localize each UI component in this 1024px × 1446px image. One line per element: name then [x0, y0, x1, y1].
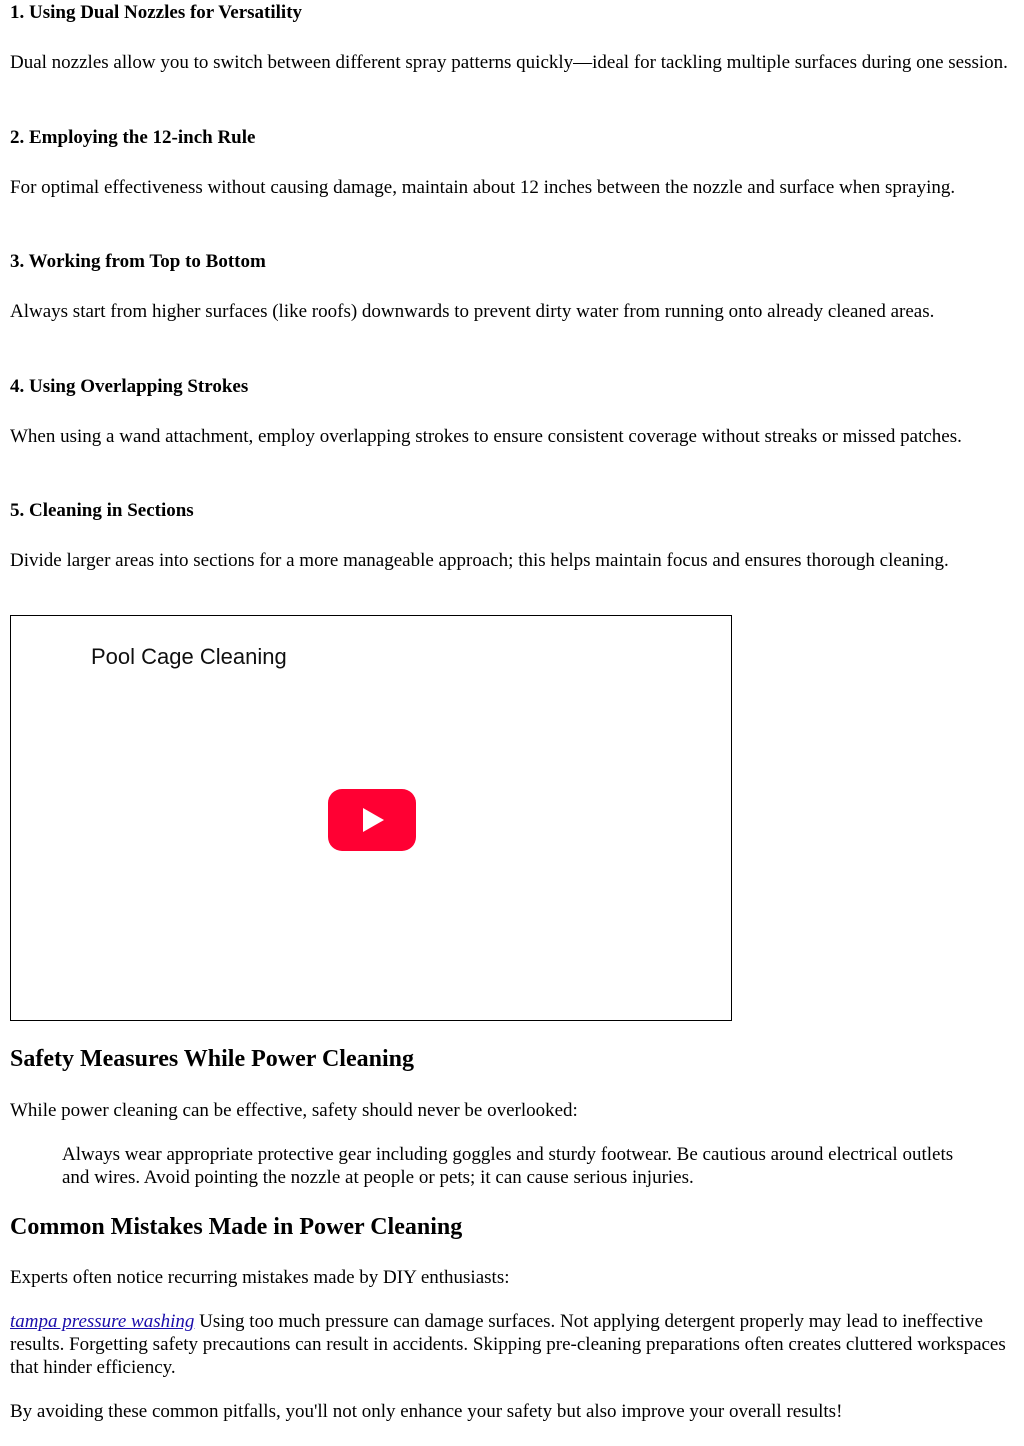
play-button[interactable]	[328, 789, 416, 851]
play-icon	[328, 789, 416, 851]
section-body-2: For optimal effectiveness without causing damage, maintain about 12 inches between the nozzle and surface when spraying.	[10, 177, 956, 198]
section-body-4: When using a wand attachment, employ overlapping strokes to ensure consistent coverage without streaks or missed patches.	[10, 426, 962, 447]
section-body-3: Always start from higher surfaces (like roofs) downwards to prevent dirty water from running onto already cleaned areas.	[10, 301, 935, 322]
section-heading-3: 3. Working from Top to Bottom	[10, 251, 266, 272]
section-heading-4: 4. Using Overlapping Strokes	[10, 376, 249, 397]
safety-quote: Always wear appropriate protective gear including goggles and sturdy footwear. Be cautious around electrical outlets and wires. Avoid pointing the nozzle at people or pets; it can cause serious injuries.	[62, 1144, 954, 1188]
section-heading-2: 2. Employing the 12-inch Rule	[10, 127, 256, 148]
mistakes-list-text: Using too much pressure can damage surfaces. Not applying detergent properly may lead to ineffective results. Forgetting safety precautions can result in accidents. Skipping pre-cleaning preparations often creates cluttered workspaces that hinder efficiency.	[10, 1311, 1006, 1378]
mistakes-list	[10, 1310, 1010, 1379]
closing-paragraph: By avoiding these common pitfalls, you'll not only enhance your safety but also improve your overall results!	[10, 1401, 843, 1422]
video-title[interactable]: Pool Cage Cleaning	[91, 644, 287, 669]
mistakes-intro: Experts often notice recurring mistakes made by DIY enthusiasts:	[10, 1267, 510, 1288]
tampa-pressure-washing-link[interactable]: tampa pressure washing	[10, 1311, 195, 1332]
video-embed[interactable]	[10, 615, 732, 1021]
safety-intro: While power cleaning can be effective, safety should never be overlooked:	[10, 1100, 578, 1121]
section-heading-5: 5. Cleaning in Sections	[10, 500, 194, 521]
safety-heading: Safety Measures While Power Cleaning	[10, 1046, 414, 1072]
section-heading-1: 1. Using Dual Nozzles for Versatility	[10, 2, 303, 23]
mistakes-heading: Common Mistakes Made in Power Cleaning	[10, 1214, 463, 1240]
section-body-1: Dual nozzles allow you to switch between different spray patterns quickly—ideal for tackling multiple surfaces during one session.	[10, 52, 1008, 73]
section-body-5: Divide larger areas into sections for a more manageable approach; this helps maintain focus and ensures thorough cleaning.	[10, 550, 949, 571]
